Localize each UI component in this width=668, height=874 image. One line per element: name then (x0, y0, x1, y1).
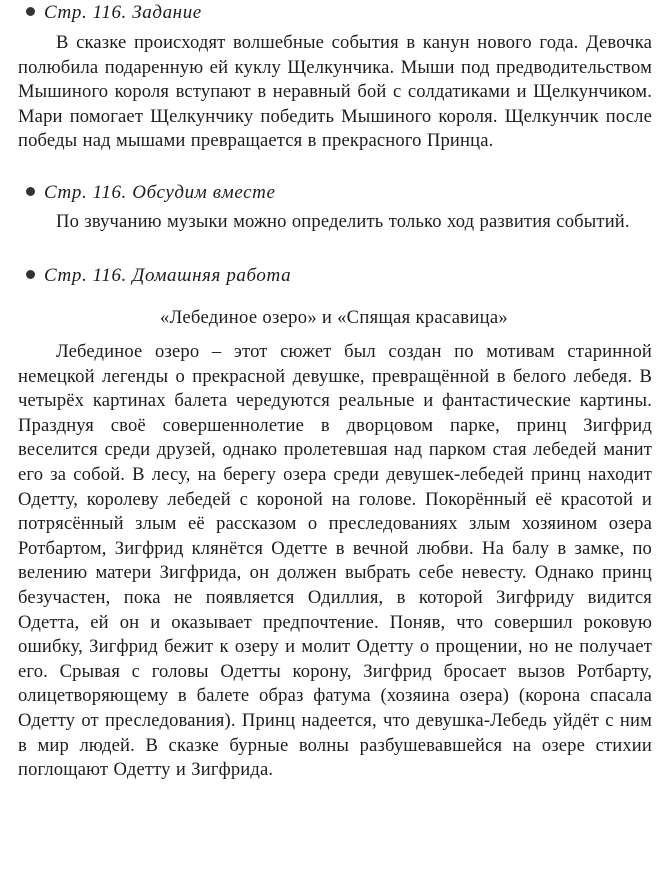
homework-subtitle: «Лебединое озеро» и «Спящая красавица» (160, 307, 508, 328)
task-paragraph (18, 31, 652, 154)
bullet-icon (26, 7, 35, 16)
paragraph-text: В сказке происходят волшебные события в канун нового года. Девочка полюбила подаренную ей куклу Щелкунчика. Мыши под предводительством Мышиного короля вступают в неравный бой с солдатиками и Щелкунчиком. Мари помогает Щелкунчику победить Мышиного короля. Щелкунчик после победы над мышами превращается в прекрасного Принца. (18, 32, 652, 152)
homework-paragraph (18, 340, 652, 783)
section-heading-homework (26, 265, 291, 287)
heading-text: Стр. 116. Обсудим вместе (44, 182, 276, 203)
heading-text: Стр. 116. Домашняя работа (44, 265, 292, 286)
paragraph-text: По звучанию музыки можно определить только ход развития событий. (56, 211, 630, 232)
paragraph-text: Лебединое озеро – этот сюжет был создан по мотивам старинной немецкой легенды о прекрасной девушке, превращённой в белого лебедя. В четырёх картинах балета чередуются реальные и фантастические картины. Празднуя своё совершеннолетие в дворцовом парке, принц Зигфрид веселится среди друзей, однако пролетевшая над парком стая лебедей манит его за собой. В лесу, на берегу озера среди девушек-лебедей принц находит Одетту, королеву лебедей с короной на голове. Покорённый её красотой и потрясённый злым её рассказом о преследованиях злым хозяином озера Ротбартом, Зигфрид клянётся Одетте в вечной любви. На балу в замке, по велению матери Зигфрида, он должен выбрать себе невесту. Однако принц безучастен, пока не появляется Одиллия, в которой Зигфриду видится Одетта, ей он и оказывает предпочтение. Поняв, что совершил роковую ошибку, Зигфрид бежит к озеру и молит Одетту о прощении, но не получает его. Срывая с головы Одетты корону, Зигфрид бросает вызов Ротбарту, олицетворяющему в балете образ фатума (хозяина озера) (корона спасала Одетту от преследования). Принц надеется, что девушка-Лебедь уйдёт с ним в мир людей. В сказке бурные волны разбушевавшейся на озере стихии поглощают Одетту и Зигфрида. (18, 341, 652, 781)
section-heading-discuss (26, 182, 276, 204)
discuss-paragraph (18, 210, 652, 235)
heading-text: Стр. 116. Задание (44, 2, 202, 23)
section-heading-task (26, 2, 202, 24)
bullet-icon (26, 187, 35, 196)
bullet-icon (26, 270, 35, 279)
